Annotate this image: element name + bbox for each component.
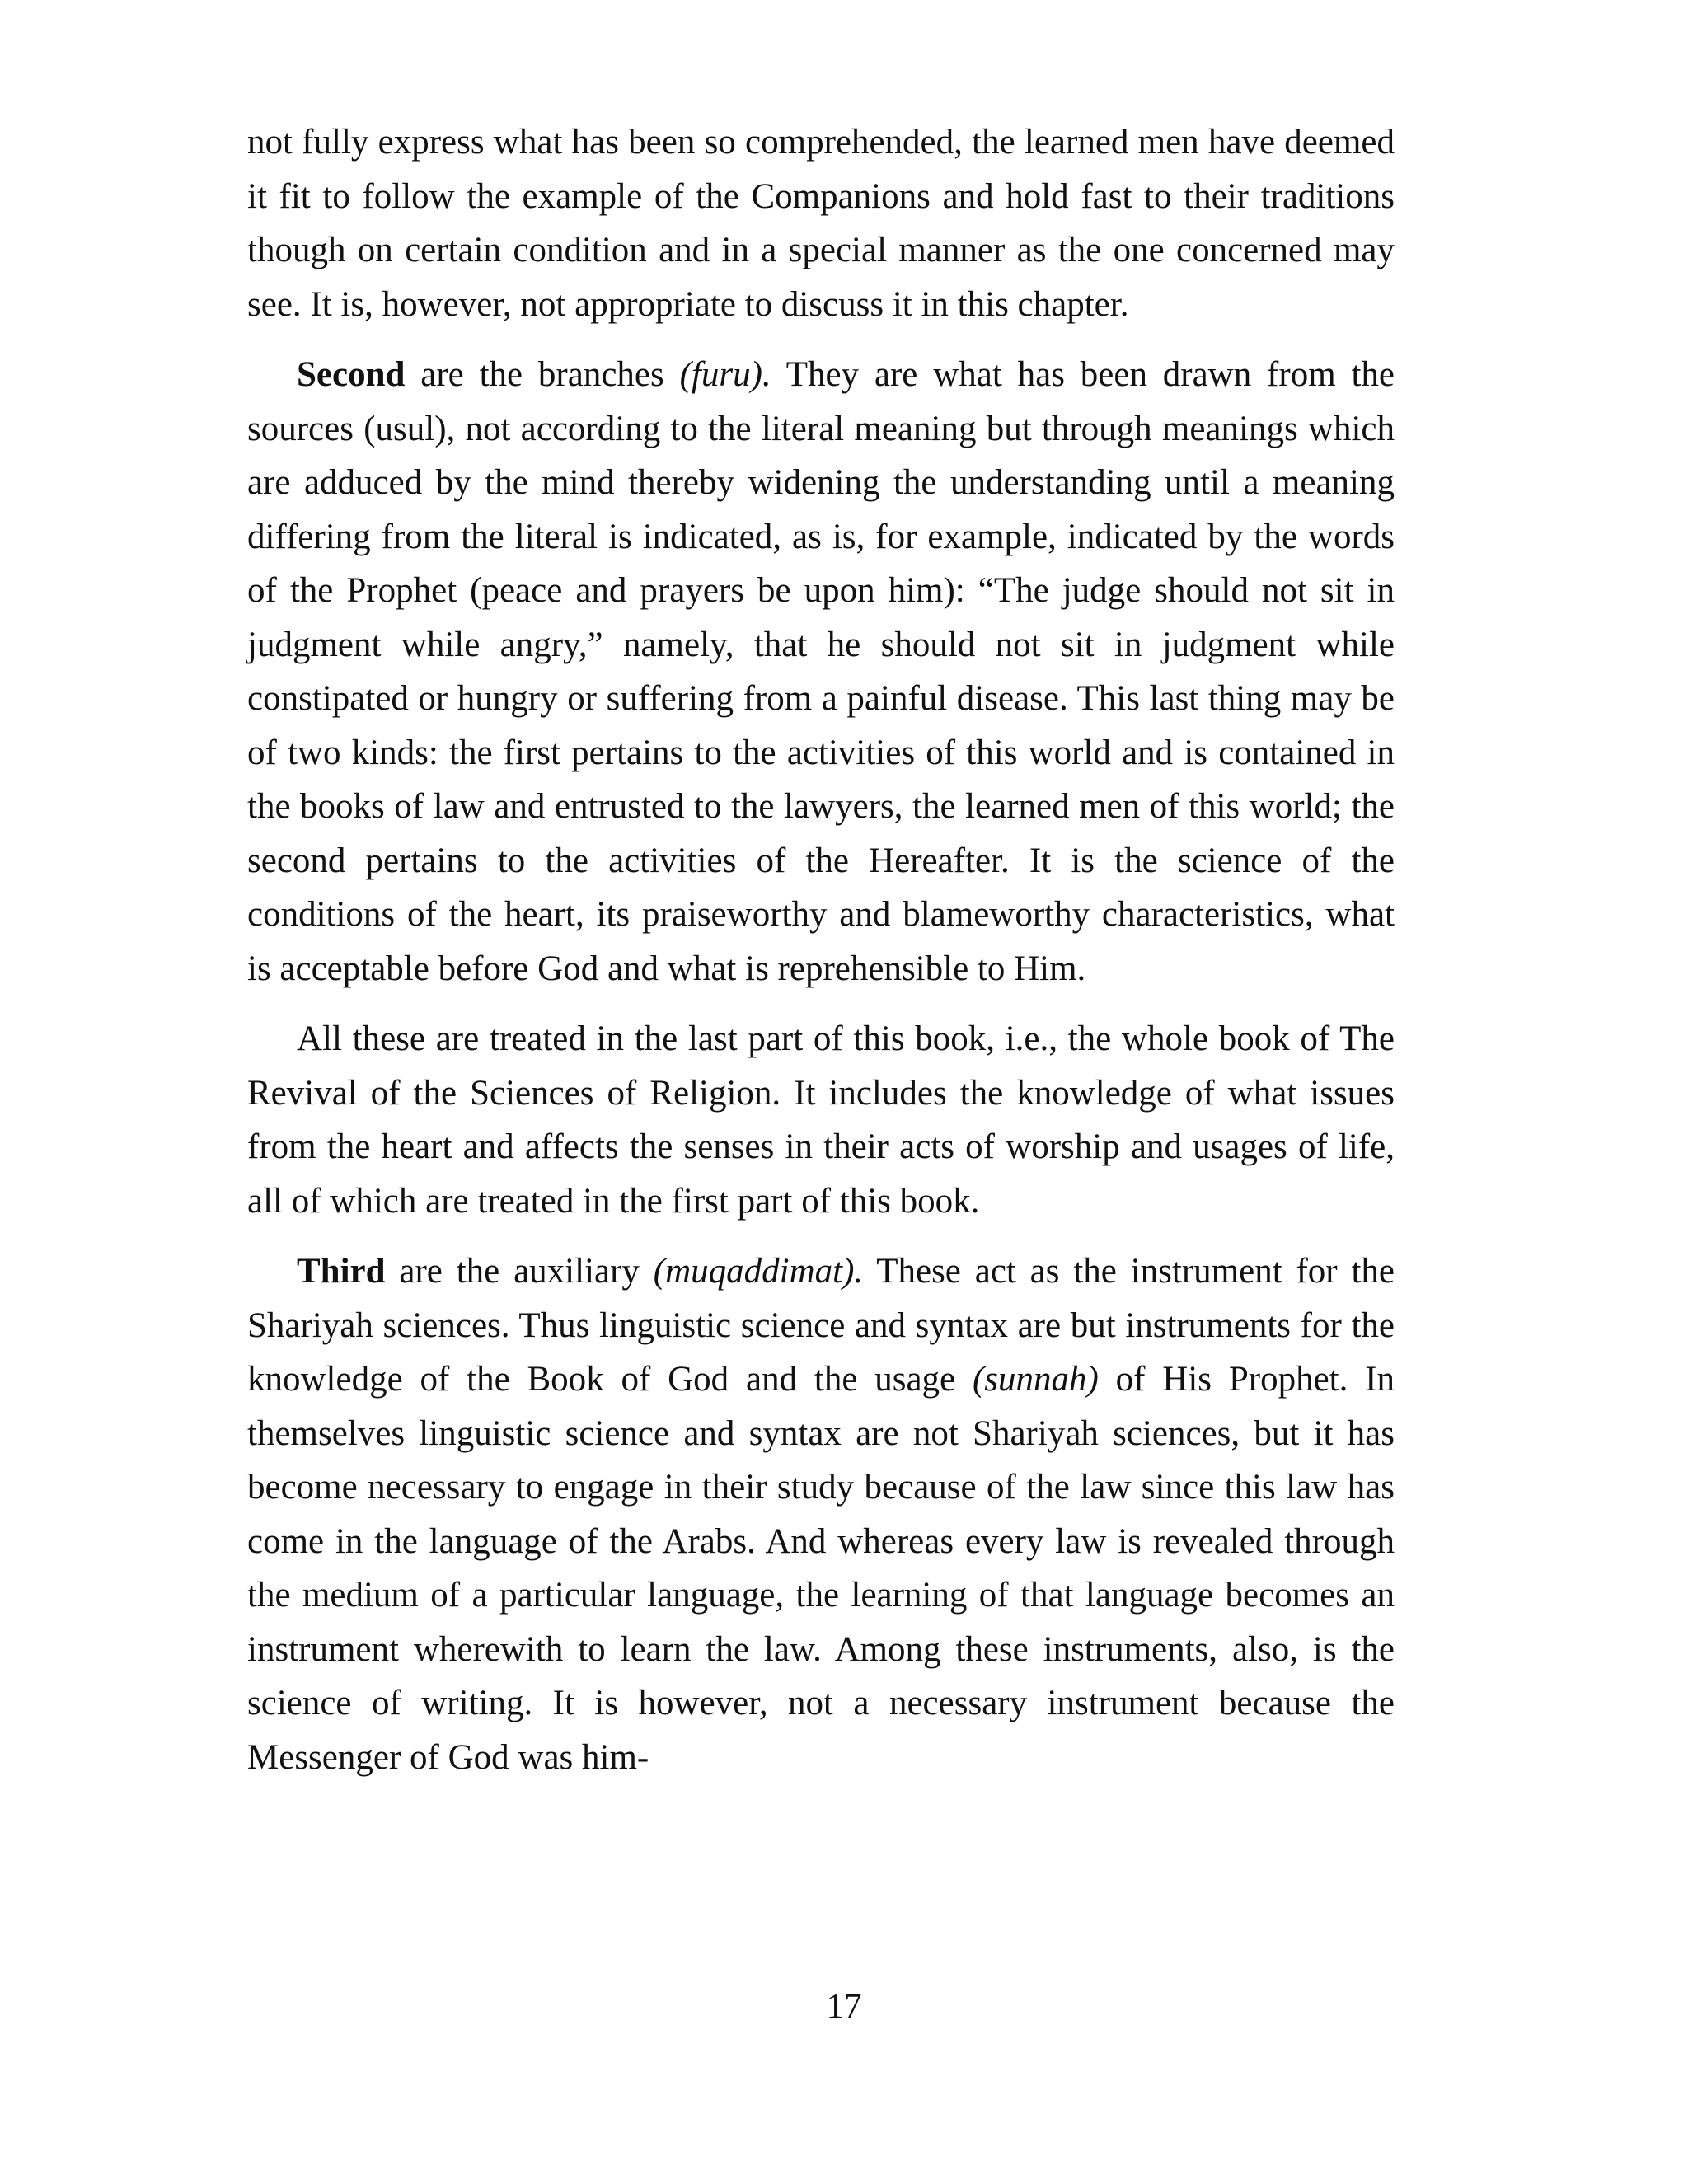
paragraph-text: These act as the instrument for the Shariyah sciences. Thus linguistic science and syntax are but instruments for the knowledge of the Book of God and the usage <box>247 1252 1395 1399</box>
term-furu: (furu). <box>679 355 771 394</box>
paragraph-lead-second: Second <box>297 355 406 394</box>
paragraph-lead-third: Third <box>297 1252 386 1291</box>
page-number: 17 <box>826 1987 862 2026</box>
term-muqaddimat: (muqaddimat). <box>653 1252 864 1291</box>
paragraph-text: are the auxiliary <box>385 1252 654 1291</box>
paragraph-text: are the branches <box>405 355 680 394</box>
term-sunnah: (sunnah) <box>972 1360 1099 1399</box>
paragraph-second <box>247 348 1395 996</box>
paragraph-all-these: All these are treated in the last part of this book, i.e., the whole book of The Revival of the Sciences of Religion. It includes the knowledge of what issues from the heart and affects the senses in their acts of worship and usages of life, all of which are treated in the first part of this book. <box>247 1019 1395 1221</box>
paragraph-text: of His Prophet. In themselves linguistic science and syntax are not Shariyah sciences, but it has become necessary to engage in their study because of the law since this law has come in the language of the Arabs. And whereas every law is revealed through the medium of a particular language, the learning of that language becomes an instrument wherewith to learn the law. Among these instruments, also, is the science of writing. It is however, not a necessary instrument because the Messenger of God was him- <box>247 1360 1395 1777</box>
body-text <box>247 115 1395 1784</box>
paragraph-third <box>247 1244 1395 1784</box>
paragraph-text: They are what has been drawn from the sources (usul), not according to the literal meaning but through meanings which are adduced by the mind thereby widening the understanding until a meaning differing from the literal is indicated, as is, for example, indicated by the words of the Prophet (peace and prayers be upon him): “The judge should not sit in judgment while angry,” namely, that he should not sit in judgment while constipated or hungry or suffering from a painful disease. This last thing may be of two kinds: the first pertains to the activities of this world and is contained in the books of law and entrusted to the lawyers, the learned men of this world; the second pertains to the activities of the Hereafter. It is the science of the conditions of the heart, its praiseworthy and blameworthy characteristics, what is acceptable before God and what is reprehensible to Him. <box>247 355 1395 988</box>
paragraph-continuation: not fully express what has been so comprehended, the learned men have deemed it fit to follow the example of the Companions and hold fast to their traditions though on certain condition and in a special manner as the one concerned may see. It is, however, not appropriate to discuss it in this chapter. <box>247 123 1395 324</box>
